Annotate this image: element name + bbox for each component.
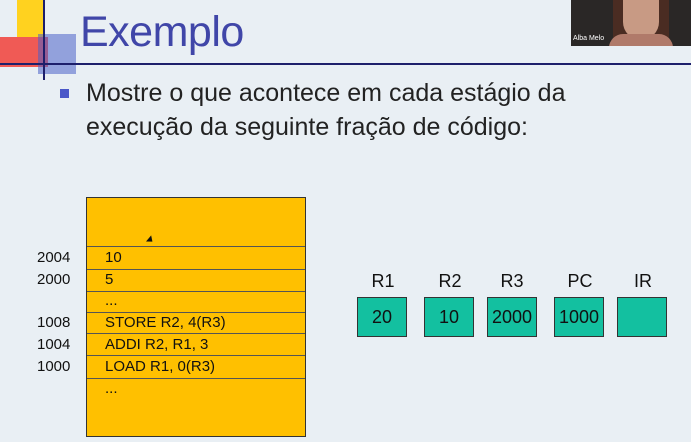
memory-block: [86, 197, 306, 437]
register-value-r1: 20: [357, 297, 407, 337]
register-label-ir: IR: [634, 271, 652, 291]
register-label-r3: R3: [500, 271, 524, 291]
memory-address: 1004: [37, 336, 71, 353]
register-label-r2: R2: [438, 271, 462, 291]
memory-address: 1008: [37, 314, 71, 331]
register-label-pc: PC: [567, 271, 593, 291]
title-underline: [0, 63, 691, 65]
register-value-r3: 2000: [487, 297, 537, 337]
webcam-participant-name: Alba Melo: [573, 35, 605, 42]
register-value-ir: [617, 297, 667, 337]
bullet-marker-icon: [60, 89, 69, 98]
memory-address: 2004: [37, 249, 71, 266]
register-value-r2: 10: [424, 297, 474, 337]
memory-address: 1000: [37, 358, 71, 375]
register-value-pc: 1000: [554, 297, 604, 337]
slide-title: Exemplo: [80, 8, 244, 56]
register-label-r1: R1: [371, 271, 395, 291]
memory-cell-content: STORE R2, 4(R3): [105, 314, 226, 331]
memory-cell-content: 10: [105, 249, 122, 266]
memory-cell-content: ADDI R2, R1, 3: [105, 336, 209, 353]
memory-cell-content: 5: [105, 271, 114, 288]
memory-address: 2000: [37, 271, 71, 288]
corner-decoration-vertical-line: [43, 0, 45, 80]
memory-cell-content: ...: [105, 380, 118, 397]
webcam-video-thumbnail[interactable]: [571, 0, 691, 46]
bullet-text: Mostre o que acontece em cada estágio da execução da seguinte fração de código:: [86, 79, 566, 141]
memory-cell-content: LOAD R1, 0(R3): [105, 358, 216, 375]
memory-cell-content: ...: [105, 292, 118, 309]
